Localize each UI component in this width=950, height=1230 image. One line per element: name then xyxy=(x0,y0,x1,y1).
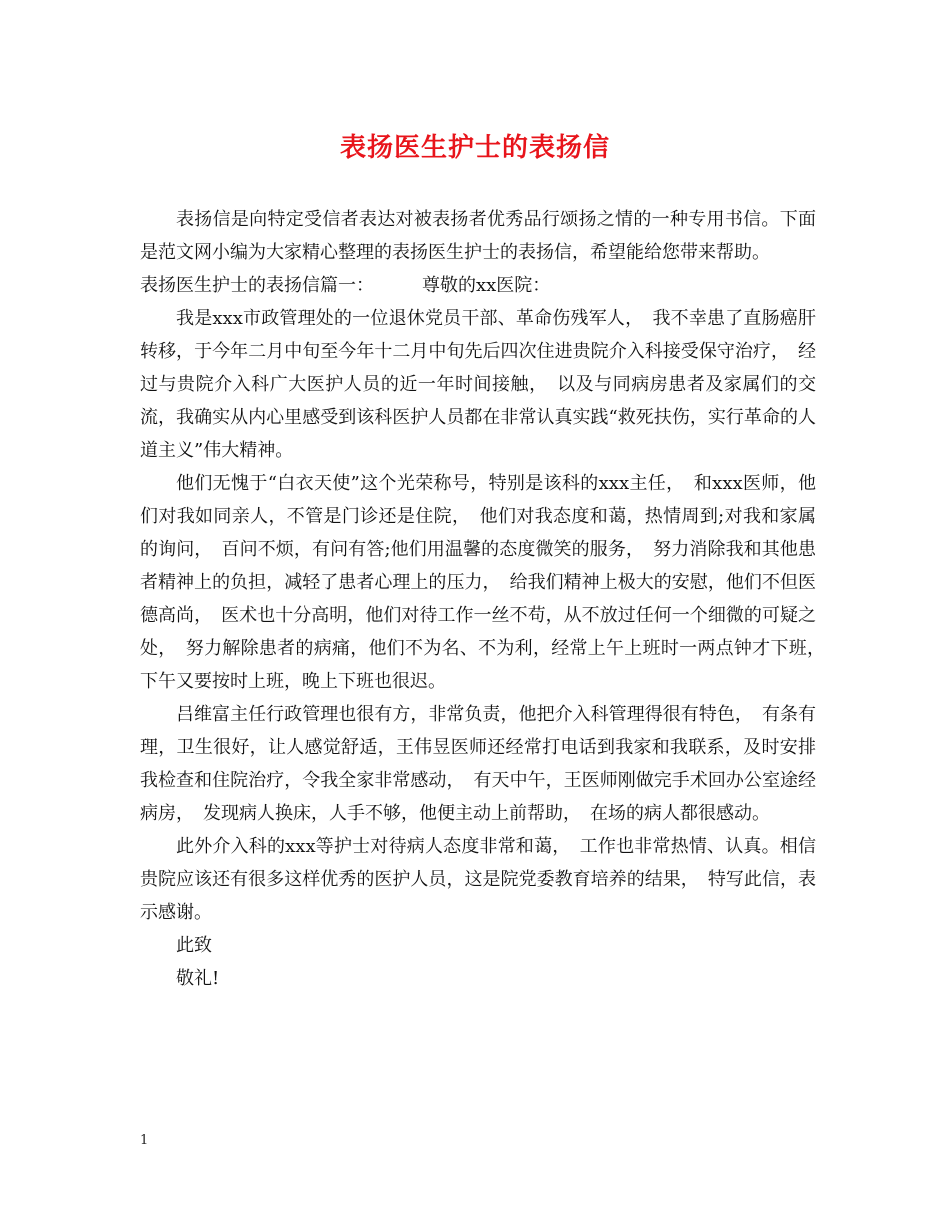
salutation: 尊敬的xx医院： xyxy=(422,275,551,296)
document-body xyxy=(140,203,834,995)
closing-phrase: 此致 xyxy=(176,935,212,956)
page-number: 1 xyxy=(140,1133,149,1148)
section-heading-line xyxy=(140,269,816,302)
section-label: 表扬医生护士的表扬信篇一： xyxy=(140,275,374,296)
intro-paragraph: 表扬信是向特定受信者表达对被表扬者优秀品行颂扬之情的一种专用书信。下面是范文网小编为大家精心整理的表扬医生护士的表扬信，希望能给您带来帮助。 xyxy=(140,209,816,263)
document-title: 表扬医生护士的表扬信 xyxy=(339,133,610,163)
body-paragraph-4: 此外介入科的xxx等护士对待病人态度非常和蔼， 工作也非常热情、认真。相信贵院应该还有很多这样优秀的医护人员，这是院党委教育培养的结果， 特写此信，表示感谢。 xyxy=(140,836,816,923)
body-paragraph-2: 他们无愧于“白衣天使”这个光荣称号，特别是该科的xxx主任， 和xxx医师，他们对我如同亲人，不管是门诊还是住院， 他们对我态度和蔼，热情周到;对我和家属的询问， 百问不烦，有问有答;他们用温馨的态度微笑的服务， 努力消除我和其他患者精神上的负担，减轻了患者心理上的压力， 给我们精神上极大的安慰，他们不但医德高尚， 医术也十分高明，他们对待工作一丝不苟，从不放过任何一个细微的可疑之处， 努力解除患者的病痛，他们不为名、不为利，经常上午上班时一两点钟才下班， 下午又要按时上班，晚上下班也很迟。 xyxy=(140,473,834,692)
body-paragraph-1: 我是xxx市政管理处的一位退休党员干部、革命伤残军人， 我不幸患了直肠癌肝转移，于今年二月中旬至今年十二月中旬先后四次住进贵院介入科接受保守治疗， 经过与贵院介入科广大医护人员的近一年时间接触， 以及与同病房患者及家属们的交流，我确实从内心里感受到该科医护人员都在非常认真实践“救死扶伤，实行革命的人道主义”伟大精神。 xyxy=(140,308,816,461)
body-paragraph-3: 吕维富主任行政管理也很有方，非常负责，他把介入科管理得很有特色， 有条有理，卫生很好，让人感觉舒适，王伟昱医师还经常打电话到我家和我联系，及时安排我检查和住院治疗，令我全家非常感动， 有天中午，王医师刚做完手术回办公室途经病房， 发现病人换床，人手不够，他便主动上前帮助， 在场的病人都很感动。 xyxy=(140,704,816,824)
regards-phrase: 敬礼! xyxy=(176,968,220,989)
